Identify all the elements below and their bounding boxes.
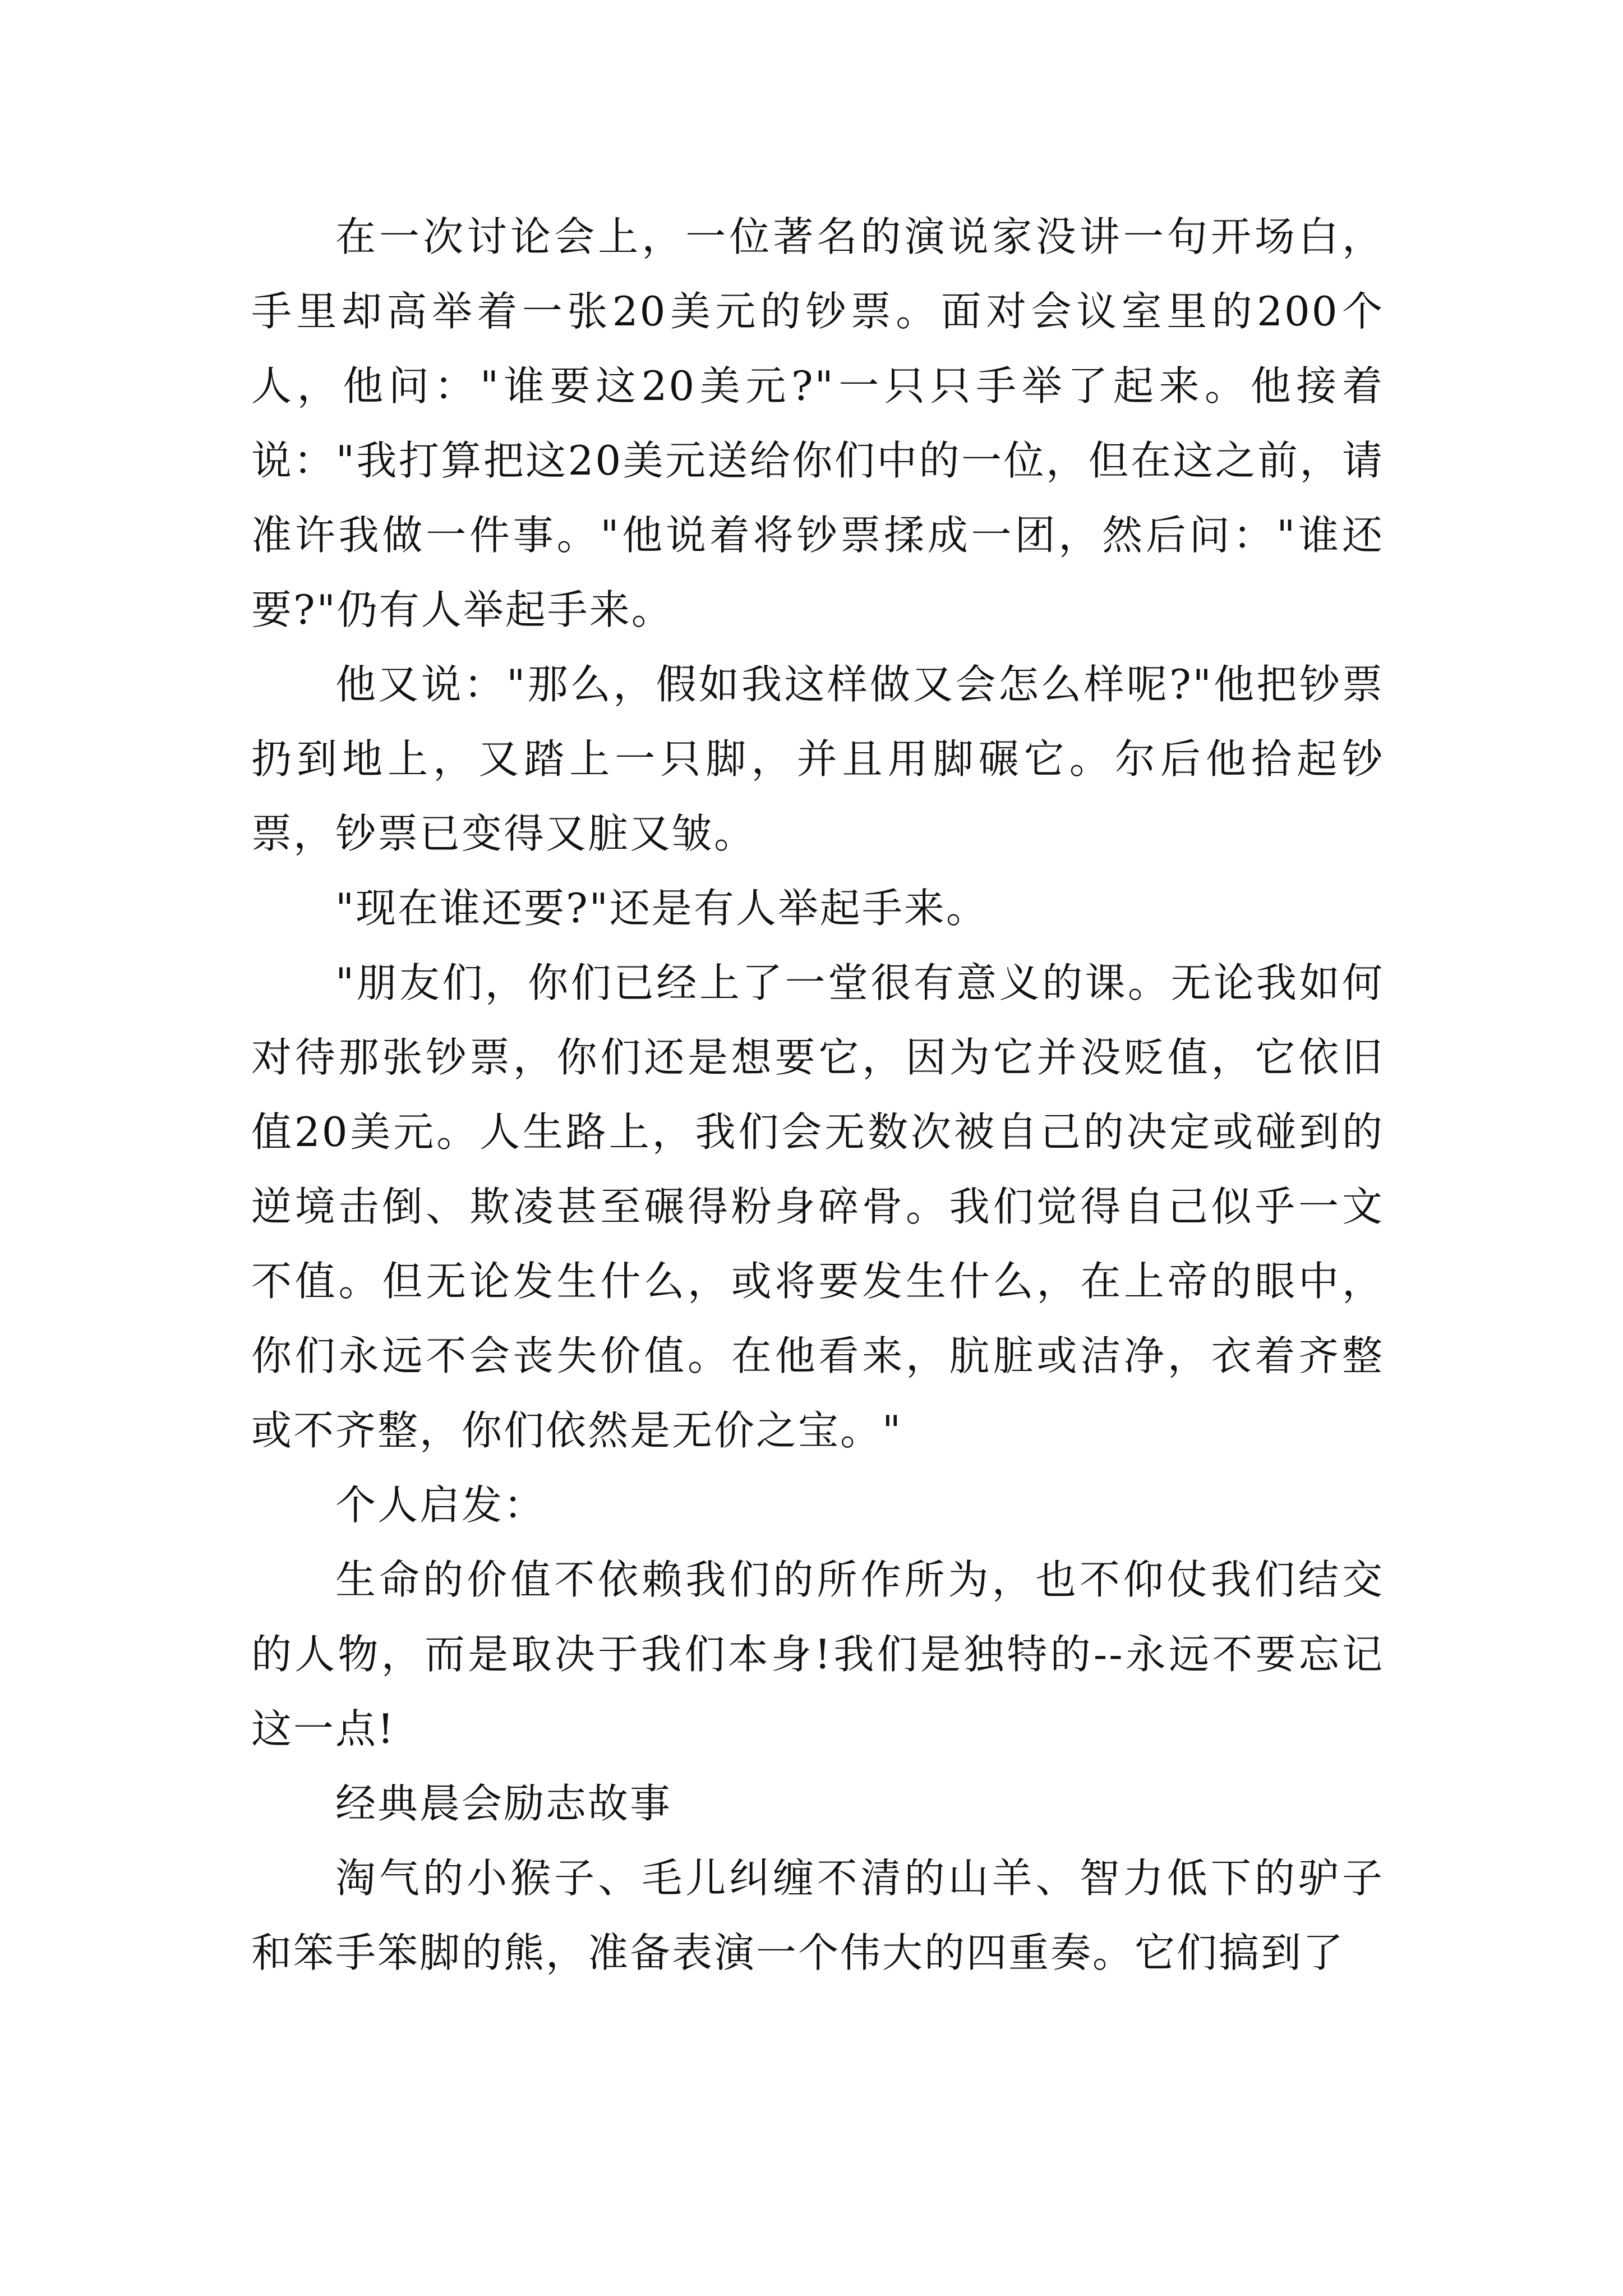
paragraph-lesson: "朋友们，你们已经上了一堂很有意义的课。无论我如何对待那张钞票，你们还是想要它，因为它并没贬值，它依旧值20美元。人生路上，我们会无数次被自己的决定或碰到的逆境击倒、欺凌甚至碾得粉身碎骨。我们觉得自己似乎一文不值。但无论发生什么，或将要发生什么，在上帝的眼中，你们永远不会丧失价值。在他看来，肮脏或洁净，衣着齐整或不齐整，你们依然是无价之宝。"	[251, 959, 1384, 1454]
paragraph-speech-opening: 在一次讨论会上，一位著名的演说家没讲一句开场白，手里却高举着一张20美元的钞票。面对会议室里的200个人，他问："谁要这20美元?"一只只手举了起来。他接着说："我打算把这20美元送给你们中的一位，但在这之前，请准许我做一件事。"他说着将钞票揉成一团，然后问："谁还要?"仍有人举起手来。	[251, 213, 1384, 633]
section-heading: 经典晨会励志故事	[335, 1780, 672, 1827]
paragraph-trample-bill: 他又说："那么，假如我这样做又会怎么样呢?"他把钞票扔到地上，又踏上一只脚，并且用脚碾它。尔后他拾起钞票，钞票已变得又脏又皱。	[251, 661, 1384, 857]
document-body	[251, 200, 1384, 1990]
paragraph-personal-insight-label: 个人启发：	[335, 1481, 546, 1529]
paragraph-who-still-wants: "现在谁还要?"还是有人举起手来。	[335, 885, 988, 932]
paragraph-personal-insight: 生命的价值不依赖我们的所作所为，也不仰仗我们结交的人物，而是取决于我们本身!我们是独特的--永远不要忘记这一点!	[251, 1556, 1384, 1752]
paragraph-quartet-story: 淘气的小猴子、毛儿纠缠不清的山羊、智力低下的驴子和笨手笨脚的熊，准备表演一个伟大的四重奏。它们搞到了	[251, 1855, 1384, 1976]
